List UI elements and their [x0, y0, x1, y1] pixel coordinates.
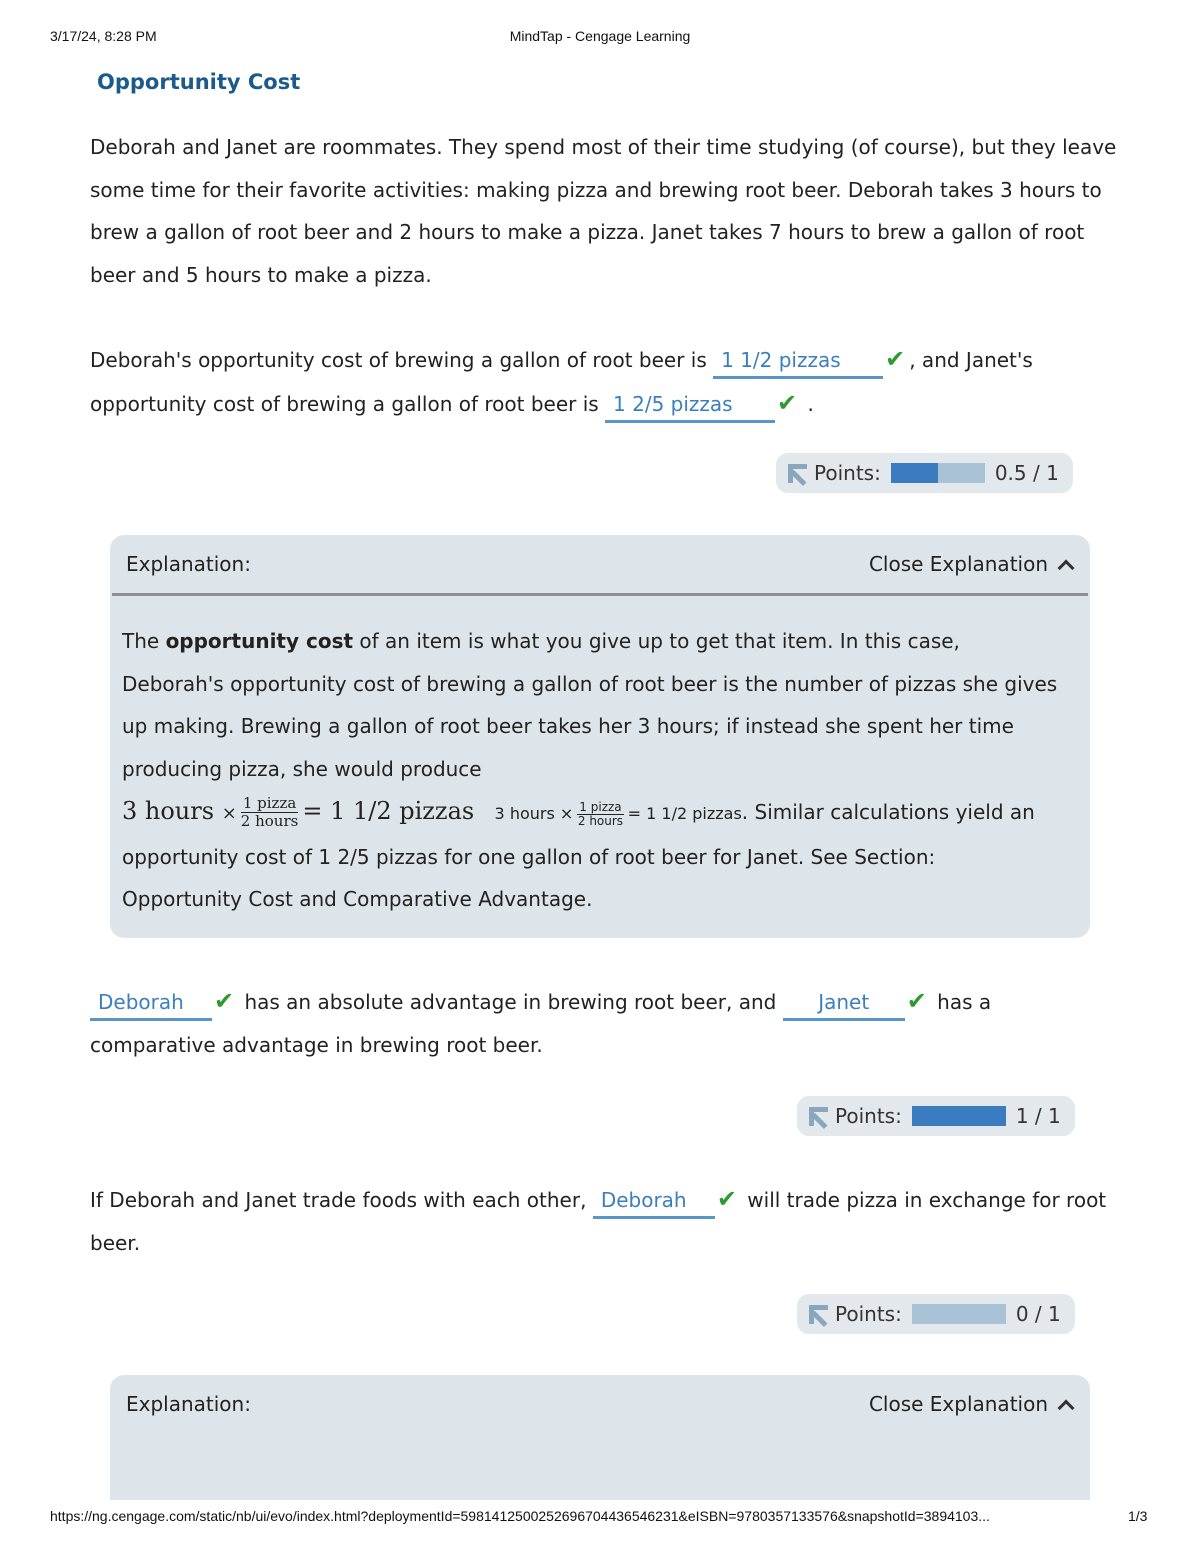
points-progress-fill [912, 1106, 1006, 1126]
close-explanation-button[interactable] [869, 1392, 1072, 1416]
explanation-panel-1 [110, 535, 1090, 938]
expl-bold-term: opportunity cost [165, 629, 354, 653]
points-progress-bar [891, 463, 985, 483]
math-times: × [221, 803, 237, 824]
q1-answer-1-dropdown[interactable]: 1 1/2 pizzas [713, 345, 883, 379]
explanation-header [110, 1375, 1090, 1433]
math-expression [122, 794, 482, 830]
question-2 [90, 980, 1120, 1066]
q2-answer-1-dropdown[interactable]: Deborah [90, 987, 212, 1021]
print-date: 3/17/24, 8:28 PM [50, 28, 157, 44]
points-progress-bar [912, 1304, 1006, 1324]
mini-fraction [577, 801, 623, 828]
q3-points [797, 1294, 1075, 1334]
explanation-label: Explanation: [126, 1392, 251, 1416]
points-value: 1 / 1 [1015, 1104, 1061, 1128]
fraction-numerator: 1 pizza [579, 800, 622, 814]
q3-answer-1-dropdown[interactable]: Deborah [593, 1185, 715, 1219]
check-icon: ✔ [777, 388, 798, 417]
check-icon: ✔ [716, 1185, 737, 1213]
q1-text-c: . [807, 391, 814, 416]
mini-rhs: = 1 1/2 pizzas [627, 804, 742, 823]
expl-text-1: The [122, 629, 166, 653]
q2-points [797, 1096, 1075, 1136]
math-expression-text [494, 800, 742, 828]
check-icon: ✔ [885, 345, 906, 373]
math-lhs: 3 hours [122, 797, 215, 825]
fraction-denominator: 2 hours [240, 812, 299, 830]
fraction-denominator: 2 hours [577, 814, 624, 828]
explanation-body [110, 596, 1090, 943]
q1-text-b: , and Janet's opportunity cost of brewing a gallon of root beer is [90, 348, 1033, 416]
q2-text-a: has an absolute advantage in brewing root beer, and [244, 990, 777, 1014]
print-url: https://ng.cengage.com/static/nb/ui/evo/index.html?deploymentId=5981412500252696704436546231&eISBN=9780357133576&snapshotId=3894103... [50, 1508, 990, 1524]
check-icon: ✔ [906, 987, 927, 1015]
chevron-up-icon [1058, 1400, 1075, 1417]
q3-text-b: will trade pizza in exchange for root beer. [90, 1188, 1107, 1255]
points-progress-bar [912, 1106, 1006, 1126]
fraction-numerator: 1 pizza [241, 795, 299, 813]
q2-text-b: has a comparative advantage in brewing root beer. [90, 990, 992, 1057]
intro-paragraph: Deborah and Janet are roommates. They spend most of their time studying (of course), but they leave some time for their favorite activities: making pizza and brewing root beer. Deborah takes 3 hours to brew a gallon of root beer and 2 hours to make a pizza. Janet takes 7 hours to brew a gallon of root beer and 5 hours to make a pizza. [90, 135, 1117, 287]
print-page-title: MindTap - Cengage Learning [509, 28, 691, 44]
chevron-up-icon [1058, 560, 1075, 577]
section-title: Opportunity Cost [97, 70, 301, 94]
close-explanation-button[interactable] [869, 552, 1072, 576]
points-progress-fill [891, 463, 938, 483]
question-3 [90, 1178, 1120, 1264]
points-arrow-icon [807, 1303, 829, 1325]
q3-text-a: If Deborah and Janet trade foods with each other, [90, 1188, 587, 1212]
question-1 [90, 338, 1120, 425]
points-value: 0 / 1 [1015, 1302, 1061, 1326]
math-rhs: = 1 1/2 pizzas [302, 797, 475, 825]
expl-text-2: of an item is what you give up to get that item. In this case, Deborah's opportunity cost of brewing a gallon of root beer is the number of pizzas she gives up making. Brewing a gallon of root beer takes her 3 hours; if instead she spent her time producing pizza, she would produce [122, 629, 1058, 781]
q2-answer-2-dropdown[interactable]: Janet [783, 987, 905, 1021]
q1-text-a: Deborah's opportunity cost of brewing a gallon of root beer is [90, 348, 707, 372]
points-label: Points: [814, 461, 881, 485]
math-fraction [241, 795, 299, 830]
points-label: Points: [835, 1302, 902, 1326]
expl-text-3: . Similar calculations yield an opportunity cost of 1 2/5 pizzas for one gallon of root beer for Janet. See Section: Opportunity Cost and Comparative Advantage. [122, 800, 1035, 911]
explanation-panel-2 [110, 1375, 1090, 1500]
q1-answer-2-dropdown[interactable]: 1 2/5 pizzas [605, 389, 775, 423]
print-page-number: 1/3 [1128, 1508, 1148, 1524]
explanation-label: Explanation: [126, 552, 251, 576]
check-icon: ✔ [214, 987, 235, 1015]
points-arrow-icon [807, 1105, 829, 1127]
points-arrow-icon [786, 462, 808, 484]
points-value: 0.5 / 1 [994, 461, 1059, 485]
mini-lhs: 3 hours × [494, 804, 574, 823]
explanation-header [110, 535, 1090, 593]
points-label: Points: [835, 1104, 902, 1128]
q1-points [776, 453, 1073, 493]
close-explanation-label: Close Explanation [868, 552, 1048, 576]
close-explanation-label: Close Explanation [868, 1392, 1048, 1416]
